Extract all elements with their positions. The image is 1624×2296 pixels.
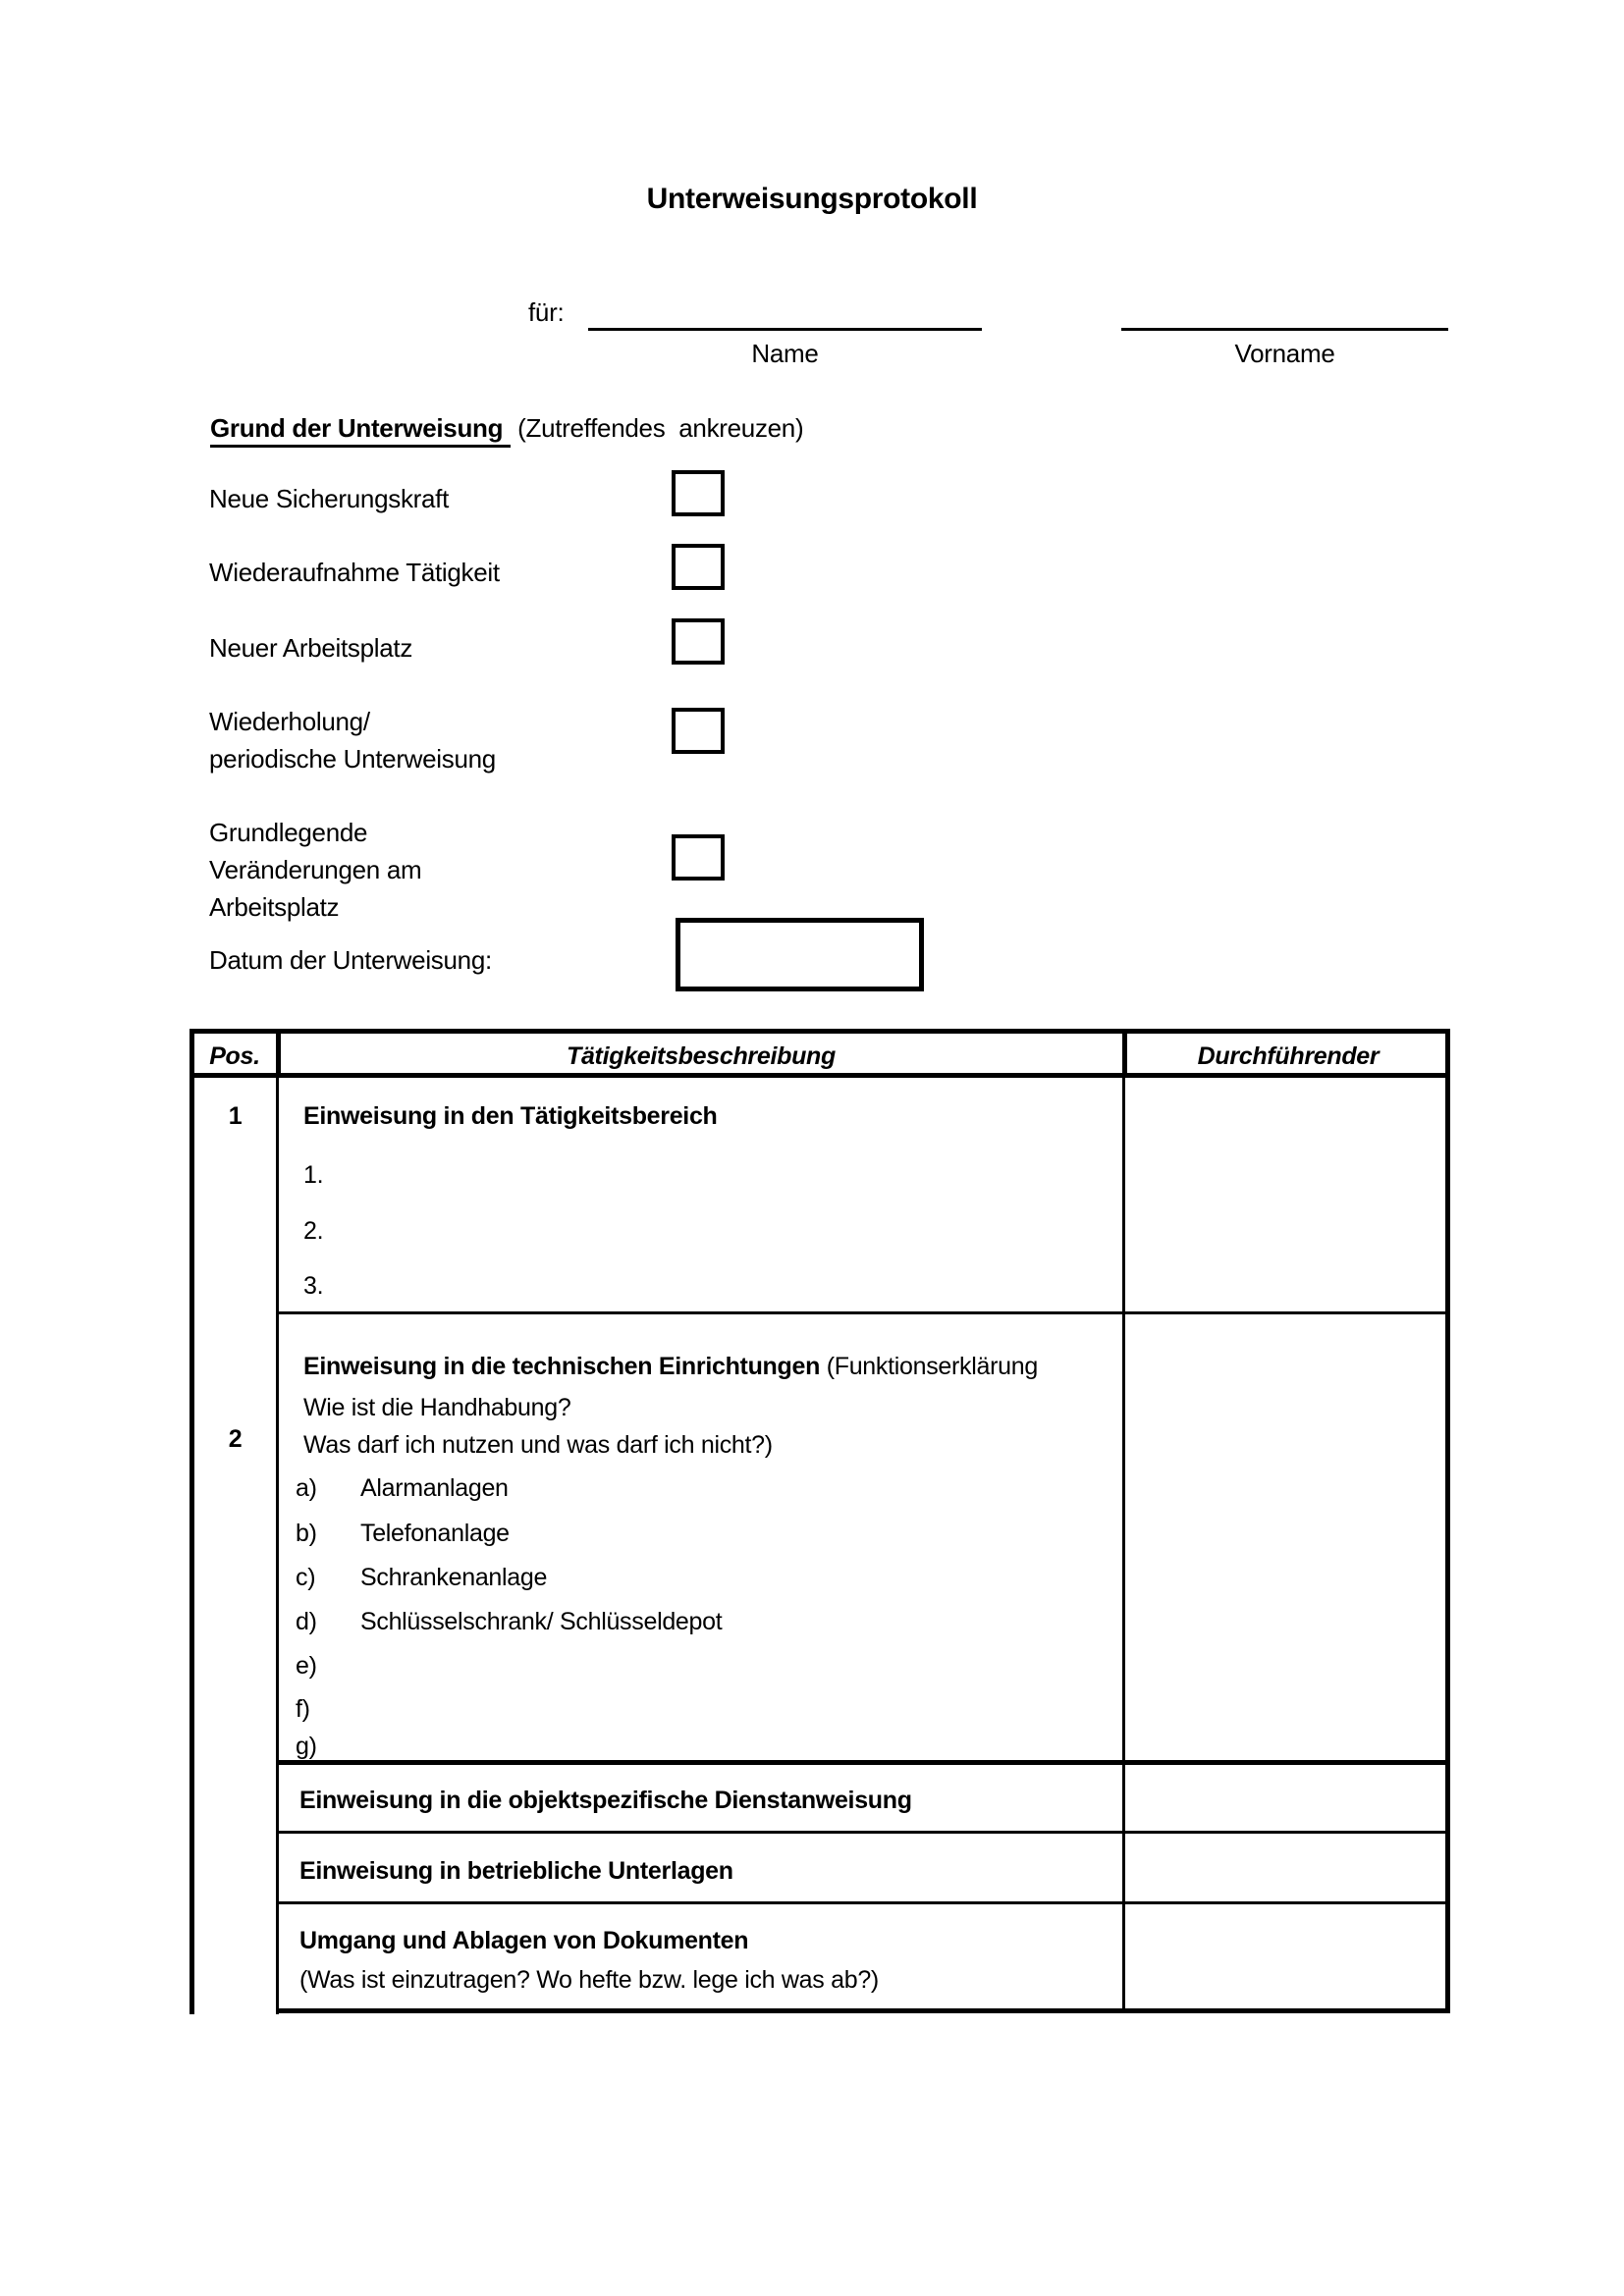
table-col2-divider bbox=[1122, 1078, 1125, 2008]
pos-number-1: 1 bbox=[228, 1102, 243, 1130]
row2-list-marker-b: b) bbox=[296, 1520, 317, 1547]
row2-list-marker-c: c) bbox=[296, 1564, 316, 1591]
name-label: Name bbox=[751, 339, 819, 368]
row4-title: Einweisung in betriebliche Unterlagen bbox=[299, 1857, 733, 1885]
checkbox-wiederholung[interactable] bbox=[672, 708, 725, 754]
option-label-grundlegende-veraenderungen: Grundlegende Veränderungen am Arbeitsplatz bbox=[209, 818, 422, 922]
page-title: Unterweisungsprotokoll bbox=[646, 183, 978, 215]
checkbox-wiederaufnahme-taetigkeit[interactable] bbox=[672, 544, 725, 590]
table-top-border bbox=[189, 1029, 1450, 1034]
row1-item-2: 2. bbox=[303, 1217, 324, 1245]
durchfuehrender-cell-row5[interactable] bbox=[1126, 1904, 1445, 2008]
grund-section-heading bbox=[210, 413, 803, 443]
row1-item-1: 1. bbox=[303, 1161, 324, 1189]
vorname-input-line[interactable] bbox=[1121, 328, 1448, 331]
datum-label: Datum der Unterweisung: bbox=[209, 945, 492, 975]
table-col1-divider bbox=[276, 1078, 279, 2014]
row2-list-marker-e: e) bbox=[296, 1652, 317, 1680]
durchfuehrender-cell-row2[interactable] bbox=[1126, 1314, 1445, 1760]
option-label-neue-sicherungskraft: Neue Sicherungskraft bbox=[209, 484, 450, 513]
header-pos: Pos. bbox=[209, 1042, 260, 1070]
checkbox-neuer-arbeitsplatz[interactable] bbox=[672, 618, 725, 665]
row5-subtitle: (Was ist einzutragen? Wo hefte bzw. lege ich was ab?) bbox=[299, 1966, 879, 1994]
row2-title-rest: (Funktionserklärung bbox=[820, 1353, 1038, 1380]
row2-list-marker-g: g) bbox=[296, 1733, 317, 1760]
durchfuehrender-cell-row3[interactable] bbox=[1126, 1765, 1445, 1831]
row2-title-bold: Einweisung in die technischen Einrichtungen bbox=[303, 1353, 821, 1380]
row1-item-3: 3. bbox=[303, 1272, 324, 1300]
header-taetigkeitsbeschreibung: Tätigkeitsbeschreibung bbox=[566, 1042, 836, 1070]
table-bottom-border bbox=[276, 2008, 1450, 2013]
row2-list-marker-a: a) bbox=[296, 1474, 317, 1502]
pos-number-2: 2 bbox=[228, 1425, 243, 1453]
name-input-line[interactable] bbox=[588, 328, 982, 331]
protocol-table bbox=[189, 1029, 1450, 2022]
header-durchfuehrender: Durchführender bbox=[1197, 1042, 1380, 1070]
row2-list-item-a: Alarmanlagen bbox=[360, 1474, 509, 1502]
row2-list-item-c: Schrankenanlage bbox=[360, 1564, 548, 1591]
grund-heading-note-text: (Zutreffendes ankreuzen) bbox=[517, 413, 804, 443]
row2-line3: Was darf ich nutzen und was darf ich nicht?) bbox=[303, 1431, 773, 1459]
row2-list-marker-f: f) bbox=[296, 1695, 310, 1723]
row2-list-item-d: Schlüsselschrank/ Schlüsseldepot bbox=[360, 1608, 723, 1635]
option-label-neuer-arbeitsplatz: Neuer Arbeitsplatz bbox=[209, 633, 413, 663]
option-label-wiederaufnahme-taetigkeit: Wiederaufnahme Tätigkeit bbox=[209, 558, 500, 587]
fuer-label: für: bbox=[528, 297, 565, 327]
checkbox-neue-sicherungskraft[interactable] bbox=[672, 470, 725, 516]
row2-title bbox=[303, 1353, 1038, 1381]
vorname-label: Vorname bbox=[1234, 339, 1335, 368]
checkbox-grundlegende-veraenderungen[interactable] bbox=[672, 834, 725, 881]
row2-list-item-b: Telefonanlage bbox=[360, 1520, 510, 1547]
option-label-wiederholung: Wiederholung/ periodische Unterweisung bbox=[209, 707, 496, 774]
durchfuehrender-cell-row4[interactable] bbox=[1126, 1834, 1445, 1901]
datum-input-box[interactable] bbox=[676, 918, 924, 991]
row2-list-marker-d: d) bbox=[296, 1608, 317, 1635]
row5-title: Umgang und Ablagen von Dokumenten bbox=[299, 1927, 749, 1954]
table-right-border bbox=[1445, 1029, 1450, 2008]
grund-heading-text: Grund der Unterweisung bbox=[210, 413, 511, 448]
row2-line2: Wie ist die Handhabung? bbox=[303, 1394, 571, 1421]
row1-title: Einweisung in den Tätigkeitsbereich bbox=[303, 1102, 718, 1130]
table-left-border bbox=[189, 1029, 194, 2014]
durchfuehrender-cell-row1[interactable] bbox=[1126, 1078, 1445, 1311]
row3-title: Einweisung in die objektspezifische Dienstanweisung bbox=[299, 1787, 912, 1814]
